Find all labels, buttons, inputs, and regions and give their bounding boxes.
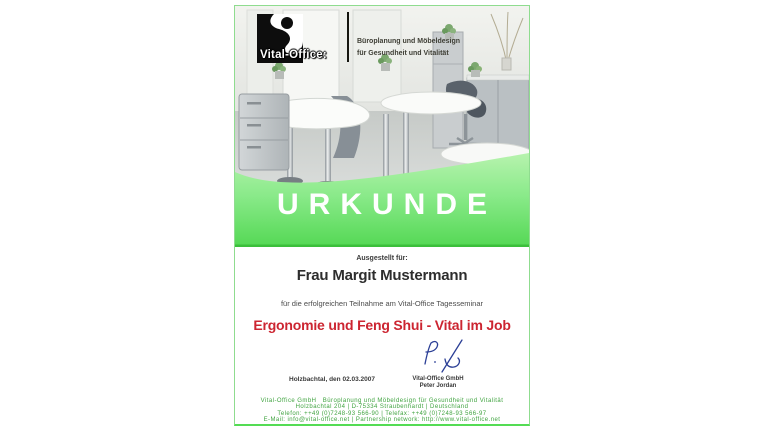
footer-line-4: E-Mail: info@vital-office.net | Partnership network: http://www.vital-office.net bbox=[263, 416, 501, 423]
place-and-date: Holzbachtal, den 02.03.2007 bbox=[289, 376, 375, 383]
certificate-title: URKUNDE bbox=[277, 188, 497, 221]
signer-name: Peter Jordan bbox=[419, 383, 457, 389]
signature bbox=[418, 339, 470, 375]
tagline-line-1: Büroplanung und Möbeldesign bbox=[357, 38, 461, 45]
footer-line-2: Holzbachtal 204 | D-75334 Straubenhardt | Deutschland bbox=[295, 404, 469, 411]
handwritten-signature-icon bbox=[418, 339, 470, 375]
logo-wordmark: Vital-Office: bbox=[260, 49, 327, 61]
tagline-line-2: für Gesundheit und Vitalität bbox=[357, 50, 449, 57]
footer-contact-block bbox=[243, 398, 521, 423]
seminar-title: Ergonomie und Feng Shui - Vital im Job bbox=[253, 317, 511, 333]
issued-for-label: Ausgestellt für: bbox=[356, 255, 408, 262]
recipient-name: Frau Margit Mustermann bbox=[296, 267, 468, 284]
footer-line-1: Vital-Office GmbH Büroplanung und Möbeldesign für Gesundheit und Vitalität bbox=[260, 398, 504, 404]
certificate bbox=[234, 5, 530, 426]
footer-line-3: Telefon: ++49 (0)7248-93 566-90 | Telefax: ++49 (0)7248-93 566-97 bbox=[277, 410, 487, 417]
header-divider bbox=[347, 12, 349, 62]
company-tagline bbox=[357, 36, 460, 60]
signer-company: Vital-Office GmbH bbox=[412, 376, 464, 382]
participation-text: für die erfolgreichen Teilnahme am Vital-Office Tagesseminar bbox=[280, 299, 484, 308]
